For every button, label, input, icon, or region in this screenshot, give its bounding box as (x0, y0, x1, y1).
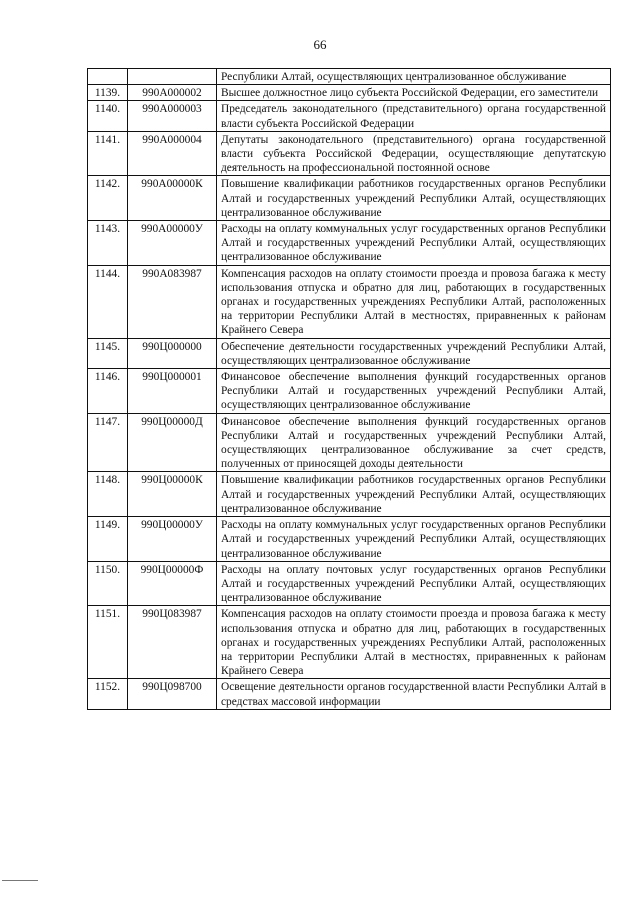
table-row (88, 176, 611, 221)
row-description: Компенсация расходов на оплату стоимости проезда и провоза багажа к месту использования отпуска и обратно для лиц, работающих в государственных органах и государственных учреждениях Республики Алтай, расположенных на территории Республики Алтай в местностях, приравненных к районам Крайнего Севера (217, 606, 611, 679)
table-row (88, 413, 611, 472)
table-row (88, 69, 611, 85)
row-code: 990Ц00000Д (128, 413, 217, 472)
row-code: 990А000002 (128, 85, 217, 101)
row-description: Повышение квалификации работников государственных органов Республики Алтай и государственных учреждений Республики Алтай, осуществляющих централизованное обслуживание (217, 176, 611, 221)
row-code: 990Ц00000У (128, 517, 217, 562)
row-code: 990Ц000000 (128, 338, 217, 368)
row-description: Расходы на оплату коммунальных услуг государственных органов Республики Алтай и государственных учреждений Республики Алтай, осуществляющих централизованное обслуживание (217, 517, 611, 562)
table-row (88, 338, 611, 368)
row-code: 990Ц098700 (128, 679, 217, 709)
row-description: Расходы на оплату коммунальных услуг государственных органов Республики Алтай и государственных учреждений Республики Алтай, осуществляющих централизованное обслуживание (217, 221, 611, 266)
table-row (88, 472, 611, 517)
budget-codes-table (87, 68, 611, 710)
row-description: Обеспечение деятельности государственных учреждений Республики Алтай, осуществляющих централизованное обслуживание (217, 338, 611, 368)
row-number: 1151. (88, 606, 128, 679)
table-row (88, 679, 611, 709)
table-row (88, 131, 611, 176)
table-row (88, 101, 611, 131)
row-description: Повышение квалификации работников государственных органов Республики Алтай и государственных учреждений Республики Алтай, осуществляющих централизованное обслуживание (217, 472, 611, 517)
table-row (88, 369, 611, 414)
row-number: 1144. (88, 265, 128, 338)
row-description: Высшее должностное лицо субъекта Российской Федерации, его заместители (217, 85, 611, 101)
table-row (88, 606, 611, 679)
table-row (88, 85, 611, 101)
row-number: 1141. (88, 131, 128, 176)
row-description: Финансовое обеспечение выполнения функций государственных органов Республики Алтай и государственных учреждений Республики Алтай, осуществляющих централизованное обслуживание за счет средств, полученных от приносящей доходы деятельности (217, 413, 611, 472)
row-description: Расходы на оплату почтовых услуг государственных органов Республики Алтай и государственных учреждений Республики Алтай, осуществляющих централизованное обслуживание (217, 561, 611, 606)
row-number (88, 69, 128, 85)
row-code: 990А00000У (128, 221, 217, 266)
table-row (88, 517, 611, 562)
row-description: Республики Алтай, осуществляющих централизованное обслуживание (217, 69, 611, 85)
row-description: Депутаты законодательного (представительного) органа государственной власти субъекта Российской Федерации, осуществляющие депутатскую деятельность на профессиональной постоянной основе (217, 131, 611, 176)
row-code: 990Ц00000К (128, 472, 217, 517)
row-number: 1146. (88, 369, 128, 414)
table-row (88, 265, 611, 338)
row-number: 1147. (88, 413, 128, 472)
row-code (128, 69, 217, 85)
row-number: 1152. (88, 679, 128, 709)
row-number: 1145. (88, 338, 128, 368)
row-description: Освещение деятельности органов государственной власти Республики Алтай в средствах массовой информации (217, 679, 611, 709)
row-code: 990Ц083987 (128, 606, 217, 679)
row-number: 1148. (88, 472, 128, 517)
row-number: 1139. (88, 85, 128, 101)
row-description: Финансовое обеспечение выполнения функций государственных органов Республики Алтай и государственных учреждений Республики Алтай, осуществляющих централизованное обслуживание (217, 369, 611, 414)
row-number: 1140. (88, 101, 128, 131)
row-number: 1143. (88, 221, 128, 266)
table-row (88, 221, 611, 266)
row-code: 990А00000К (128, 176, 217, 221)
row-code: 990А083987 (128, 265, 217, 338)
row-code: 990А000004 (128, 131, 217, 176)
row-code: 990А000003 (128, 101, 217, 131)
row-number: 1150. (88, 561, 128, 606)
row-description: Председатель законодательного (представительного) органа государственной власти субъекта Российской Федерации (217, 101, 611, 131)
row-code: 990Ц00000Ф (128, 561, 217, 606)
row-number: 1142. (88, 176, 128, 221)
page-number: 66 (313, 37, 327, 52)
row-description: Компенсация расходов на оплату стоимости проезда и провоза багажа к месту использования отпуска и обратно для лиц, работающих в государственных органах и государственных учреждениях Республики Алтай, расположенных на территории Республики Алтай в местностях, приравненных к районам Крайнего Севера (217, 265, 611, 338)
table-body (88, 69, 611, 710)
row-number: 1149. (88, 517, 128, 562)
footer-divider (2, 880, 38, 881)
table-row (88, 561, 611, 606)
row-code: 990Ц000001 (128, 369, 217, 414)
